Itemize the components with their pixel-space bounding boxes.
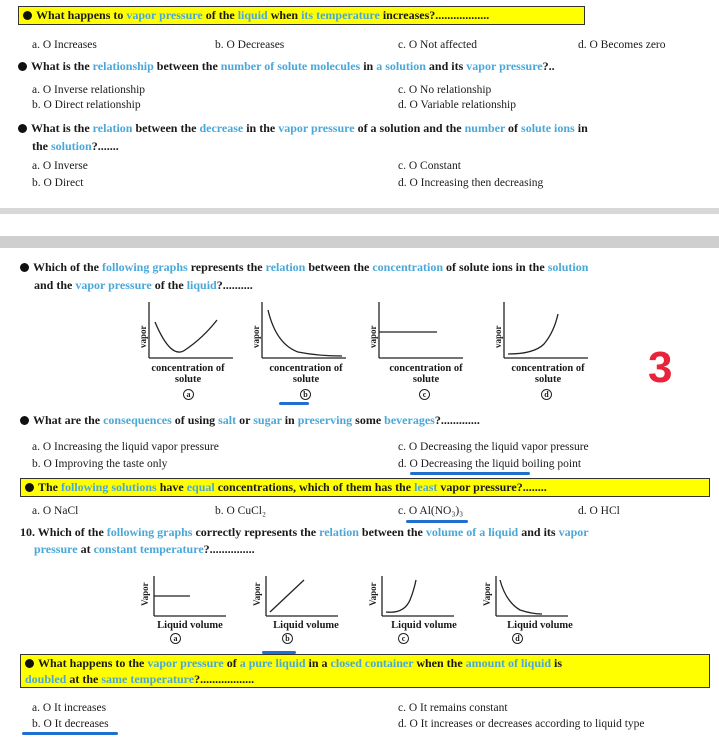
graph-c-ylabel: vapor [368, 325, 378, 348]
graph-d-letter[interactable]: d [541, 389, 552, 400]
q5-text: sugar [253, 413, 282, 427]
q3-text: vapor pressure [278, 121, 355, 135]
q8-text: is [551, 656, 563, 670]
bullet-icon [23, 11, 32, 20]
graph-b-xlabel: concentration of solute [269, 363, 343, 385]
graph-b-curve[interactable] [262, 574, 342, 620]
graph-a-curve[interactable] [150, 574, 230, 620]
q7-text: vapor [558, 525, 589, 539]
graph-d-ylabel: vapor [493, 325, 503, 348]
q4-text: vapor pressure [75, 278, 152, 292]
question-least-vapor-pressure [20, 478, 710, 497]
graph-a-letter[interactable]: a [170, 633, 181, 644]
graph-d-xlabel: Liquid volume [507, 620, 573, 631]
graph-c-curve[interactable] [375, 300, 465, 362]
question-graph-ions-concentration [20, 259, 710, 276]
option-d[interactable]: d. O Increasing then decreasing [398, 177, 544, 189]
option-c[interactable]: c. O It remains constant [398, 702, 508, 714]
q2-text: in [360, 59, 377, 73]
bullet-icon [25, 659, 34, 668]
q6-text: have [156, 480, 187, 494]
graph-d-xlabel: concentration of solute [511, 363, 585, 385]
graph-a-letter[interactable]: a [183, 389, 194, 400]
graph-c-xlabel: concentration of solute [389, 363, 463, 385]
q3-text: decrease [199, 121, 244, 135]
graph-b-letter[interactable]: b [282, 633, 293, 644]
question-doubled-liquid [20, 654, 710, 688]
option-a[interactable]: a. O Increases [32, 39, 97, 51]
q5-text: ?............. [434, 413, 480, 427]
graph-d-ylabel: Vapor [482, 582, 492, 606]
q4-text: concentration [372, 260, 443, 274]
q3-text: solution [51, 139, 92, 153]
page-separator [0, 236, 719, 248]
question-graph-liquid-volume [20, 524, 710, 541]
question-vapor-pressure-temperature [18, 6, 585, 25]
graph-b-letter[interactable]: b [300, 389, 311, 400]
q7-text: constant temperature [93, 542, 204, 556]
q8-text: vapor pressure [147, 656, 224, 670]
graph-a-ylabel: vapor [138, 325, 148, 348]
graph-b-ylabel: vapor [251, 325, 261, 348]
q2-text: number of solute molecules [220, 59, 361, 73]
q2-text: vapor pressure [466, 59, 543, 73]
q7-text: correctly represents the [192, 525, 320, 539]
q2-text: ?.. [542, 59, 555, 73]
graph-b-curve[interactable] [258, 300, 348, 362]
q1-text: liquid [237, 8, 268, 22]
question-solute-molecules [18, 58, 555, 75]
q7-text: between the [358, 525, 426, 539]
q5-text: preserving [297, 413, 353, 427]
q4-text: liquid [186, 278, 217, 292]
q6-text: The [38, 480, 62, 494]
q4-text: represents the [187, 260, 266, 274]
q3-text: solute ions [521, 121, 575, 135]
question-salt-sugar [20, 412, 480, 429]
graph-c-letter[interactable]: c [398, 633, 409, 644]
q2-text: What is the [31, 59, 93, 73]
q4-text: between the [305, 260, 373, 274]
graph-c-ylabel: Vapor [368, 582, 378, 606]
bullet-icon [20, 263, 29, 272]
graph-b-xlabel: Liquid volume [273, 620, 339, 631]
q7-text: volume of a liquid [425, 525, 519, 539]
answer-underline [406, 520, 468, 523]
q4-text: of solute ions in the [443, 260, 548, 274]
q5-text: salt [218, 413, 237, 427]
worksheet-page-1 [0, 0, 719, 208]
page-gap [0, 214, 719, 236]
q5-text: consequences [103, 413, 172, 427]
q3-text: of [505, 121, 522, 135]
q5-text: or [236, 413, 254, 427]
option-c[interactable]: c. O Not affected [398, 39, 477, 51]
option-b[interactable]: b. O Direct [32, 177, 84, 189]
q8-text: What happens to the [38, 656, 148, 670]
q4-text: following graphs [102, 260, 188, 274]
answer-underline [410, 472, 530, 475]
q8-text: amount of liquid [465, 656, 552, 670]
graph-d-curve[interactable] [492, 574, 572, 620]
q7-text: ?............... [203, 542, 255, 556]
bullet-icon [18, 124, 27, 133]
question-solute-ions-line2 [32, 138, 119, 155]
q3-text: in [574, 121, 588, 135]
bullet-icon [25, 483, 34, 492]
q4-text: Which of the [33, 260, 102, 274]
q6-text: concentrations, which of them has the [214, 480, 415, 494]
q1-text: when [267, 8, 302, 22]
option-d[interactable]: d. O Decreasing the liquid boiling point [398, 458, 582, 470]
q6-text: following solutions [61, 480, 157, 494]
q4-text: and the [34, 278, 76, 292]
question-graph-liquid-volume-line2 [34, 541, 255, 558]
q7-text: pressure [34, 542, 78, 556]
graph-c-curve[interactable] [378, 574, 458, 620]
graph-d-curve[interactable] [500, 300, 590, 362]
answer-underline [22, 732, 118, 735]
q8-text: ?.................. [194, 672, 255, 686]
q3-text: the [32, 139, 51, 153]
option-a[interactable]: a. O It increases [32, 702, 107, 714]
q7-text: at [77, 542, 94, 556]
q1-text: What happens to [36, 8, 127, 22]
q5-text: What are the [33, 413, 104, 427]
q2-text: between the [153, 59, 221, 73]
question-solute-ions [18, 120, 708, 137]
answer-underline [279, 402, 309, 405]
question-graph-ions-line2 [34, 277, 253, 294]
q4-text: solution [547, 260, 589, 274]
graph-d-letter[interactable]: d [512, 633, 523, 644]
q8-text: when the [413, 656, 466, 670]
q3-text: relation [92, 121, 133, 135]
q5-text: in [281, 413, 298, 427]
option-c[interactable]: c. O Constant [398, 160, 461, 172]
option-a[interactable]: a. O Inverse [32, 160, 88, 172]
option-a[interactable]: a. O NaCl [32, 505, 79, 517]
q1-text: of the [202, 8, 238, 22]
q3-text: What is the [31, 121, 93, 135]
option-b[interactable]: b. O CuCl₂ [215, 505, 266, 517]
option-c[interactable]: c. O Decreasing the liquid vapor pressure [398, 441, 589, 453]
q5-text: some [352, 413, 385, 427]
option-d[interactable]: d. O It increases or decreases according to liquid type [398, 718, 645, 730]
graph-b-ylabel: Vapor [252, 582, 262, 606]
option-b[interactable]: b. O Direct relationship [32, 99, 141, 111]
q7-text: and its [518, 525, 559, 539]
q8-text: at the [66, 672, 102, 686]
q1-text: vapor pressure [126, 8, 203, 22]
graph-a-curve[interactable] [145, 300, 235, 362]
q6-text: vapor pressure?........ [437, 480, 547, 494]
option-d[interactable]: d. O HCl [578, 505, 620, 517]
option-c[interactable]: c. O No relationship [398, 84, 492, 96]
graph-a-xlabel: concentration of solute [151, 363, 225, 385]
handwritten-mark: 3 [648, 343, 673, 392]
q6-text: equal [186, 480, 215, 494]
option-b[interactable]: b. O It decreases [32, 718, 109, 730]
option-b[interactable]: b. O Decreases [215, 39, 285, 51]
q8-text: same temperature [101, 672, 195, 686]
q3-text: ?....... [91, 139, 119, 153]
q8-text: of [223, 656, 240, 670]
q3-text: number [464, 121, 506, 135]
q2-text: relationship [92, 59, 154, 73]
option-a[interactable]: a. O Increasing the liquid vapor pressure [32, 441, 219, 453]
q2-text: and its [425, 59, 467, 73]
q8-text: in a [305, 656, 331, 670]
q5-text: of using [171, 413, 219, 427]
q3-text: of a solution and the [354, 121, 465, 135]
graph-c-letter[interactable]: c [419, 389, 430, 400]
graph-a-ylabel: Vapor [140, 582, 150, 606]
q1-text: its temperature [301, 8, 380, 22]
q7-text: relation [319, 525, 359, 539]
q2-text: a solution [376, 59, 426, 73]
q1-text: increases?.................. [379, 8, 490, 22]
q7-text: 10. Which of the [20, 525, 107, 539]
q8-text: a pure liquid [239, 656, 306, 670]
option-c[interactable]: c. O Al(NO₃)₃ [398, 505, 464, 517]
q6-text: least [414, 480, 438, 494]
q3-text: between the [132, 121, 200, 135]
q8-text: doubled [25, 672, 67, 686]
option-d[interactable]: d. O Variable relationship [398, 99, 516, 111]
q4-text: of the [151, 278, 187, 292]
graph-c-xlabel: Liquid volume [391, 620, 457, 631]
bullet-icon [18, 62, 27, 71]
graph-a-xlabel: Liquid volume [157, 620, 223, 631]
worksheet-page-2 [0, 248, 719, 747]
q3-text: in the [243, 121, 279, 135]
q8-text: closed container [330, 656, 414, 670]
option-a[interactable]: a. O Inverse relationship [32, 84, 146, 96]
option-b[interactable]: b. O Improving the taste only [32, 458, 168, 470]
q5-text: beverages [384, 413, 435, 427]
q7-text: following graphs [106, 525, 193, 539]
q4-text: ?.......... [216, 278, 253, 292]
option-d[interactable]: d. O Becomes zero [578, 39, 666, 51]
bullet-icon [20, 416, 29, 425]
q4-text: relation [265, 260, 306, 274]
